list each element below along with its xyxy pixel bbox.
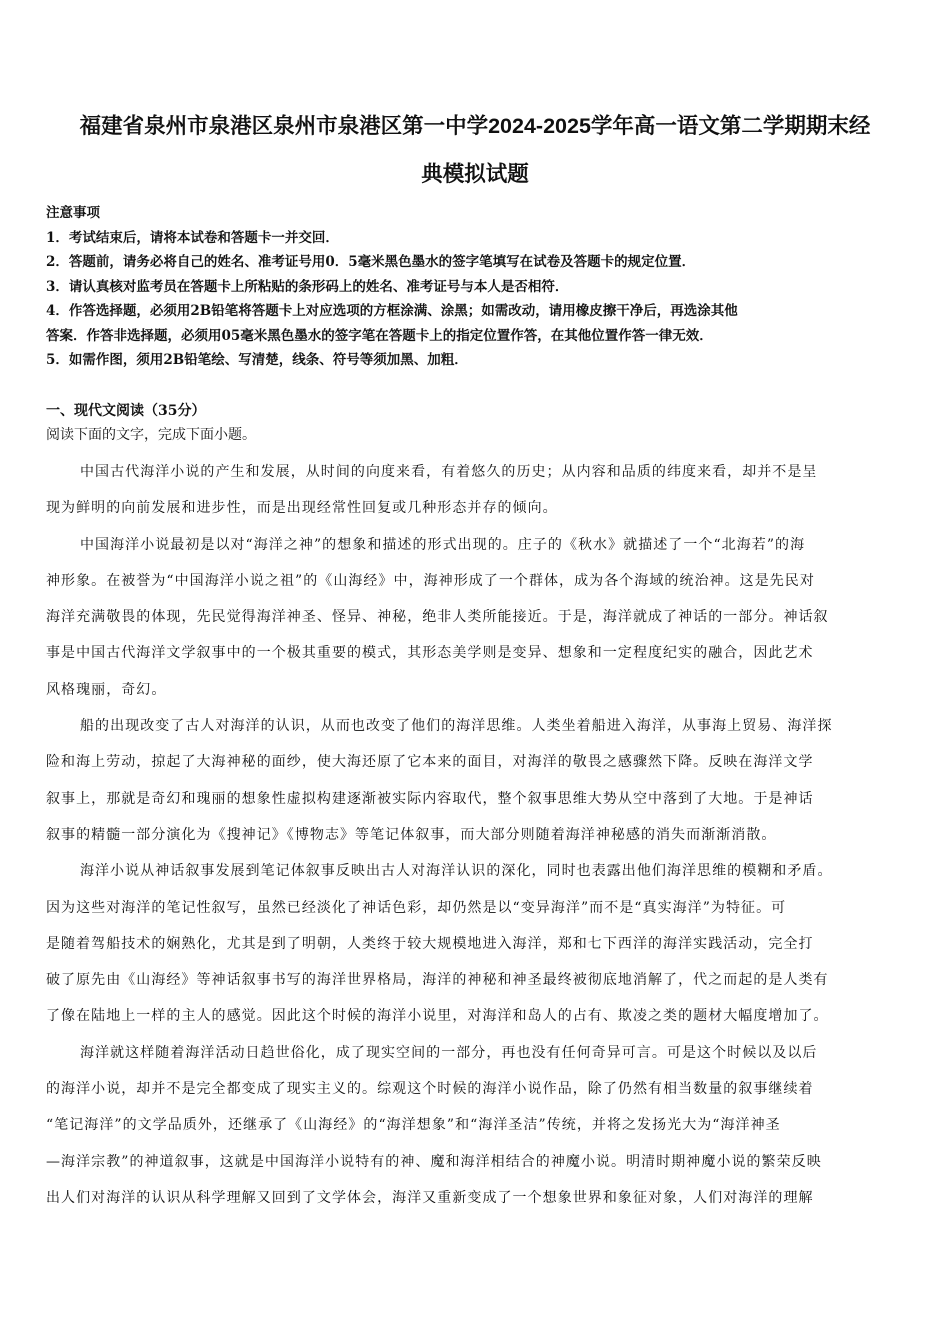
passage-line: 破了原先由《山海经》等神话叙事书写的海洋世界格局，海洋的神秘和神圣最终被彻底地消解了，代之而起的是人类有 [46,972,829,989]
passage-line: 神形象。在被誉为“中国海洋小说之祖”的《山海经》中，海神形成了一个群体，成为各个海域的统治神。这是先民对 [46,572,815,589]
reading-passage [46,454,908,1216]
passage-line: 中国海洋小说最初是以对“海洋之神”的想象和描述的形式出现的。庄子的《秋水》就描述了一个“北海若”的海 [80,536,806,553]
passage-line: “笔记海洋”的文学品质外，还继承了《山海经》的“海洋想象”和“海洋圣洁”传统，并将之发扬光大为“海洋神圣 [46,1117,781,1134]
passage-line: 现为鲜明的向前发展和进步性，而是出现经常性回复或几种形态并存的倾向。 [46,500,558,517]
passage-line: 海洋充满敬畏的体现，先民觉得海洋神圣、怪异、神秘，绝非人类所能接近。于是，海洋就成了神话的一部分。神话叙 [46,609,829,626]
passage-line: 风格瑰丽，奇幻。 [46,681,167,698]
passage-line: 叙事的精髓一部分演化为《搜神记》《博物志》等笔记体叙事，而大部分则随着海洋神秘感的消失而渐渐消散。 [46,826,777,843]
passage-line: 了像在陆地上一样的主人的感觉。因此这个时候的海洋小说里，对海洋和岛人的占有、欺凌之类的题材大幅度增加了。 [46,1008,829,1025]
notes-item-3: 3．请认真核对监考员在答题卡上所粘贴的条形码上的姓名、准考证号与本人是否相符． [46,278,569,295]
passage-line: 事是中国古代海洋文学叙事中的一个极其重要的模式，其形态美学则是变异、想象和一定程度纪实的融合，因此艺术 [46,645,814,662]
passage-line: 海洋小说从神话叙事发展到笔记体叙事反映出古人对海洋认识的深化，同时也表露出他们海洋思维的模糊和矛盾。 [80,863,833,880]
passage-line: 的海洋小说，却并不是完全都变成了现实主义的。综观这个时候的海洋小说作品，除了仍然有相当数量的叙事继续着 [46,1081,814,1098]
passage-line: 出人们对海洋的认识从科学理解又回到了文学体会，海洋又重新变成了一个想象世界和象征对象，人们对海洋的理解 [46,1189,814,1206]
section-instruction: 阅读下面的文字，完成下面小题。 [46,427,256,443]
notes-item-4-continued: 答案．作答非选择题，必须用05毫米黑色墨水的签字笔在答题卡上的指定位置作答，在其他位置作答一律无效． [46,327,713,344]
passage-line: 船的出现改变了古人对海洋的认识，从而也改变了他们的海洋思维。人类坐着船进入海洋，从事海上贸易、海洋探 [80,718,833,735]
passage-line: 因为这些对海洋的笔记性叙写，虽然已经淡化了神话色彩，却仍然是以“变异海洋”而不是“真实海洋”为特征。可 [46,899,787,916]
passage-line: 海洋就这样随着海洋活动日趋世俗化，成了现实空间的一部分，再也没有任何奇异可言。可是这个时候以及以后 [80,1044,818,1061]
document-title-line-2: 典模拟试题 [421,162,529,186]
notes-item-4: 4．作答选择题，必须用2B铅笔将答题卡上对应选项的方框涂满、涂黑；如需改动，请用橡皮擦干净后，再选涂其他 [46,303,738,319]
notes-item-2: 2．答题前，请务必将自己的姓名、准考证号用0．5毫米黑色墨水的签字笔填写在试卷及答题卡的规定位置． [46,254,696,270]
passage-line: 中国古代海洋小说的产生和发展，从时间的向度来看，有着悠久的历史；从内容和品质的纬度来看，却并不是呈 [80,464,818,480]
passage-line: —海洋宗教”的神道叙事，这就是中国海洋小说特有的神、魔和海洋相结合的神魔小说。明清时期神魔小说的繁荣反映 [46,1153,822,1170]
notes-item-5: 5．如需作图，须用2B铅笔绘、写清楚，线条、符号等须加黑、加粗． [46,352,468,368]
passage-line: 是随着驾船技术的娴熟化，尤其是到了明朝，人类终于较大规模地进入海洋，郑和七下西洋的海洋实践活动，完全打 [46,935,814,952]
notes-block [46,201,910,373]
notes-heading: 注意事项 [46,205,100,221]
document-title-line-1: 福建省泉州市泉港区泉州市泉港区第一中学2024-2025学年高一语文第二学期期末经 [79,114,871,138]
passage-line: 险和海上劳动，掠起了大海神秘的面纱，使大海还原了它本来的面目，对海洋的敬畏之感骤然下降。反映在海洋文学 [46,754,814,771]
notes-item-1: 1．考试结束后，请将本试卷和答题卡一并交回． [46,229,339,246]
passage-line: 叙事上，那就是奇幻和瑰丽的想象性虚拟构建逐渐被实际内容取代，整个叙事思维大势从空中落到了大地。于是神话 [46,790,814,807]
section-heading: 一、现代文阅读（35分） [46,403,206,419]
